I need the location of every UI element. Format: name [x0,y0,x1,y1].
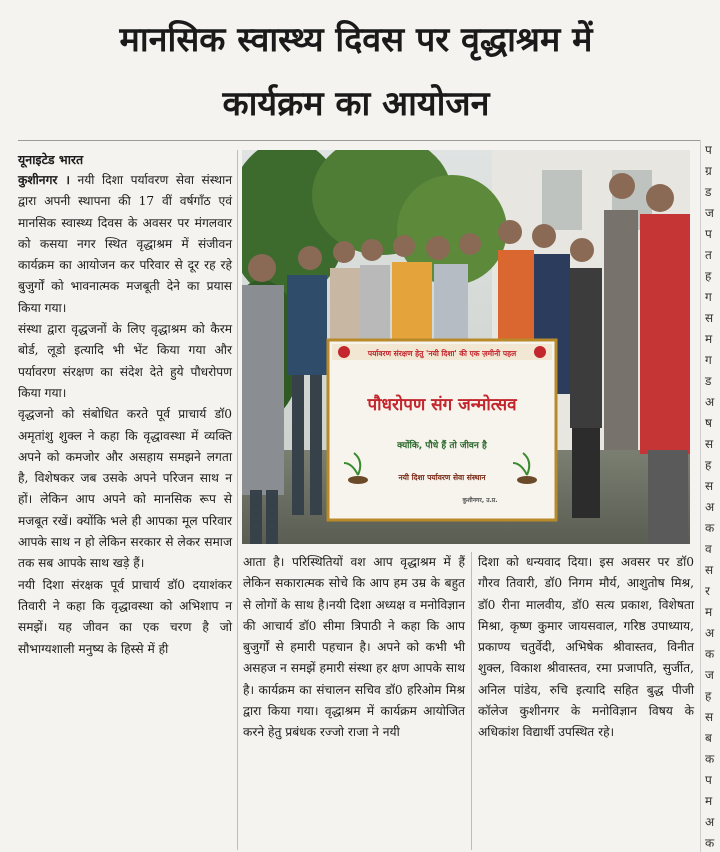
edge-fragment: ग्र [705,164,712,178]
article-paragraph [18,170,232,319]
article-column-3 [478,552,694,744]
edge-fragment: स [705,437,714,451]
edge-fragment: क [705,752,715,766]
edge-fragment: व [705,542,712,556]
edge-fragment: प [705,143,712,157]
edge-fragment: ज [705,668,714,682]
edge-fragment: स [705,479,714,493]
edge-fragment: ग [705,290,712,304]
edge-fragment: प [705,227,712,241]
edge-fragment: प [705,773,712,787]
banner-top-line: पर्यावरण संरक्षण हेतु 'नयी दिशा' की एक ज़मीनी पहल [367,349,517,358]
banner-place: कुशीनगर, उ.प्र. [462,497,498,504]
paragraph-text: नयी दिशा पर्यावरण सेवा संस्थान द्वारा अपनी स्थापना की 17 वीं वर्षगाँठ एवं मानसिक स्वास्थ्य दिवस के अवसर पर मंगलवार को कसया नगर स्थित वृद्धाश्रम में संजीवन कार्यक्रम का आयोजन कर परिवार से दूर रह रहे बुजुर्गों को भावनात्मक मजबूती देने का प्रयास किया गया। [18,173,232,315]
article-paragraph: नयी दिशा संरक्षक पूर्व प्राचार्य डॉ0 दयाशंकर तिवारी ने कहा कि वृद्धावस्था को अभिशाप न समझें। यह जीवन का एक चरण है जो सौभाग्यशाली मनुष्य के हिस्से में ही [18,577,232,656]
edge-fragment: क [705,521,715,535]
adjacent-article-edge [700,140,720,852]
edge-fragment: अ [705,815,715,829]
banner [328,340,556,520]
column-divider [471,552,472,850]
edge-fragment: अ [705,500,715,514]
edge-fragment: ग [705,353,712,367]
headline-line-1: मानसिक स्वास्थ्य दिवस पर वृद्धाश्रम में [119,20,593,60]
edge-fragment: स [705,311,714,325]
article-column-2 [243,552,465,744]
banner-slogan: क्योंकि, पौधे हैं तो जीवन है [397,441,487,451]
photo-illustration [242,150,690,544]
article-paragraph: संस्था द्वारा वृद्धजनों के लिए वृद्धाश्रम को कैरम बोर्ड, लूडो इत्यादि भी भेंट किया गया और पर्यावरण संरक्षण का संदेश देते हुये पौधरोपण किया गया। [18,322,232,400]
banner-title: पौधरोपण संग जन्मोत्सव [367,395,517,415]
edge-fragment: अ [705,395,715,409]
edge-fragment: क [705,647,715,661]
column-divider [237,150,238,850]
edge-fragment: ह [705,689,712,703]
edge-fragment: स [705,710,714,724]
edge-fragment: ह [705,458,712,472]
edge-fragment: ब [705,731,712,745]
edge-fragment: ज [705,206,714,220]
edge-fragment: ड [705,185,712,199]
article-paragraph: आता है। परिस्थितियों वश आप वृद्धाश्रम में हैं लेकिन सकारात्मक सोचे कि आप हम उम्र के बहुत से लोगों के साथ है।नयी दिशा अध्यक्ष व मनोविज्ञान की आचार्य डॉ0 सीमा त्रिपाठी ने कहा कि आप बुजुर्गों से हमारी पहचान है। अपने को कभी भी असहज न समझें हमारी संस्था हर क्षण आपके साथ है। कार्यक्रम का संचालन सचिव डॉ0 हरिओम मिश्र द्वारा किया गया। वृद्धाश्रम में कार्यक्रम आयोजित करने हेतु प्रबंधक रज्जो राजा ने नयी [243,555,465,740]
edge-fragment: म [705,605,713,619]
edge-fragment: क [705,836,715,850]
article-column-1 [18,150,232,660]
banner-org: नयी दिशा पर्यावरण सेवा संस्थान [398,473,486,482]
edge-fragment: ड [705,374,712,388]
article-paragraph: वृद्धजनो को संबोधित करते पूर्व प्राचार्य डॉ0 अमृतांशु शुक्ल ने कहा कि वृद्धावस्था में व्यक्ति अपने को कमजोर और असहाय समझने लगता है, विशेषकर जब उसके अपने परिजन साथ न हों। लेकिन आप अपने को मानसिक रूप से मजबूत रखें। क्योंकि भले ही आपका मूल परिवार आपके साथ न हो लेकिन सरकार से लेकर समाज तक सब आपके साथ खड़े हैं। [18,407,232,571]
edge-fragment: त [705,248,712,262]
article-paragraph: दिशा को धन्यवाद दिया। इस अवसर पर डॉ0 गौरव तिवारी, डॉ0 निगम मौर्य, आशुतोष मिश्र, डॉ0 रीना मालवीय, डॉ0 सत्य प्रकाश, विशेषता मिश्रा, कृष्ण कुमार जायसवाल, गरिष्ठ उपाध्याय, प्रकाण्य चतुर्वेदी, अभिषेक श्रीवास्तव, विनीत शुक्ल, विकाश श्रीवास्तव, रमा प्रजापति, सुर्जीत, अनिल पांडेय, रुचि इत्यादि सहित बुद्ध पीजी कॉलेज कुशीनगर के मनोविज्ञान विषय के अधिकांश विद्यार्थी उपस्थित रहे। [478,555,694,740]
byline-agency: यूनाइटेड भारत [18,152,84,167]
edge-fragment: ष [705,416,712,430]
edge-fragment: र [705,584,710,598]
headline-rule [18,140,712,141]
event-photo [242,150,690,544]
edge-fragment: म [705,332,713,346]
edge-fragment: म [705,794,713,808]
edge-fragment: अ [705,626,715,640]
edge-fragment: स [705,563,714,577]
edge-fragment: ह [705,269,712,283]
headline-line-2: कार्यक्रम का आयोजन [222,84,490,124]
dateline-place: कुशीनगर । [18,173,70,187]
